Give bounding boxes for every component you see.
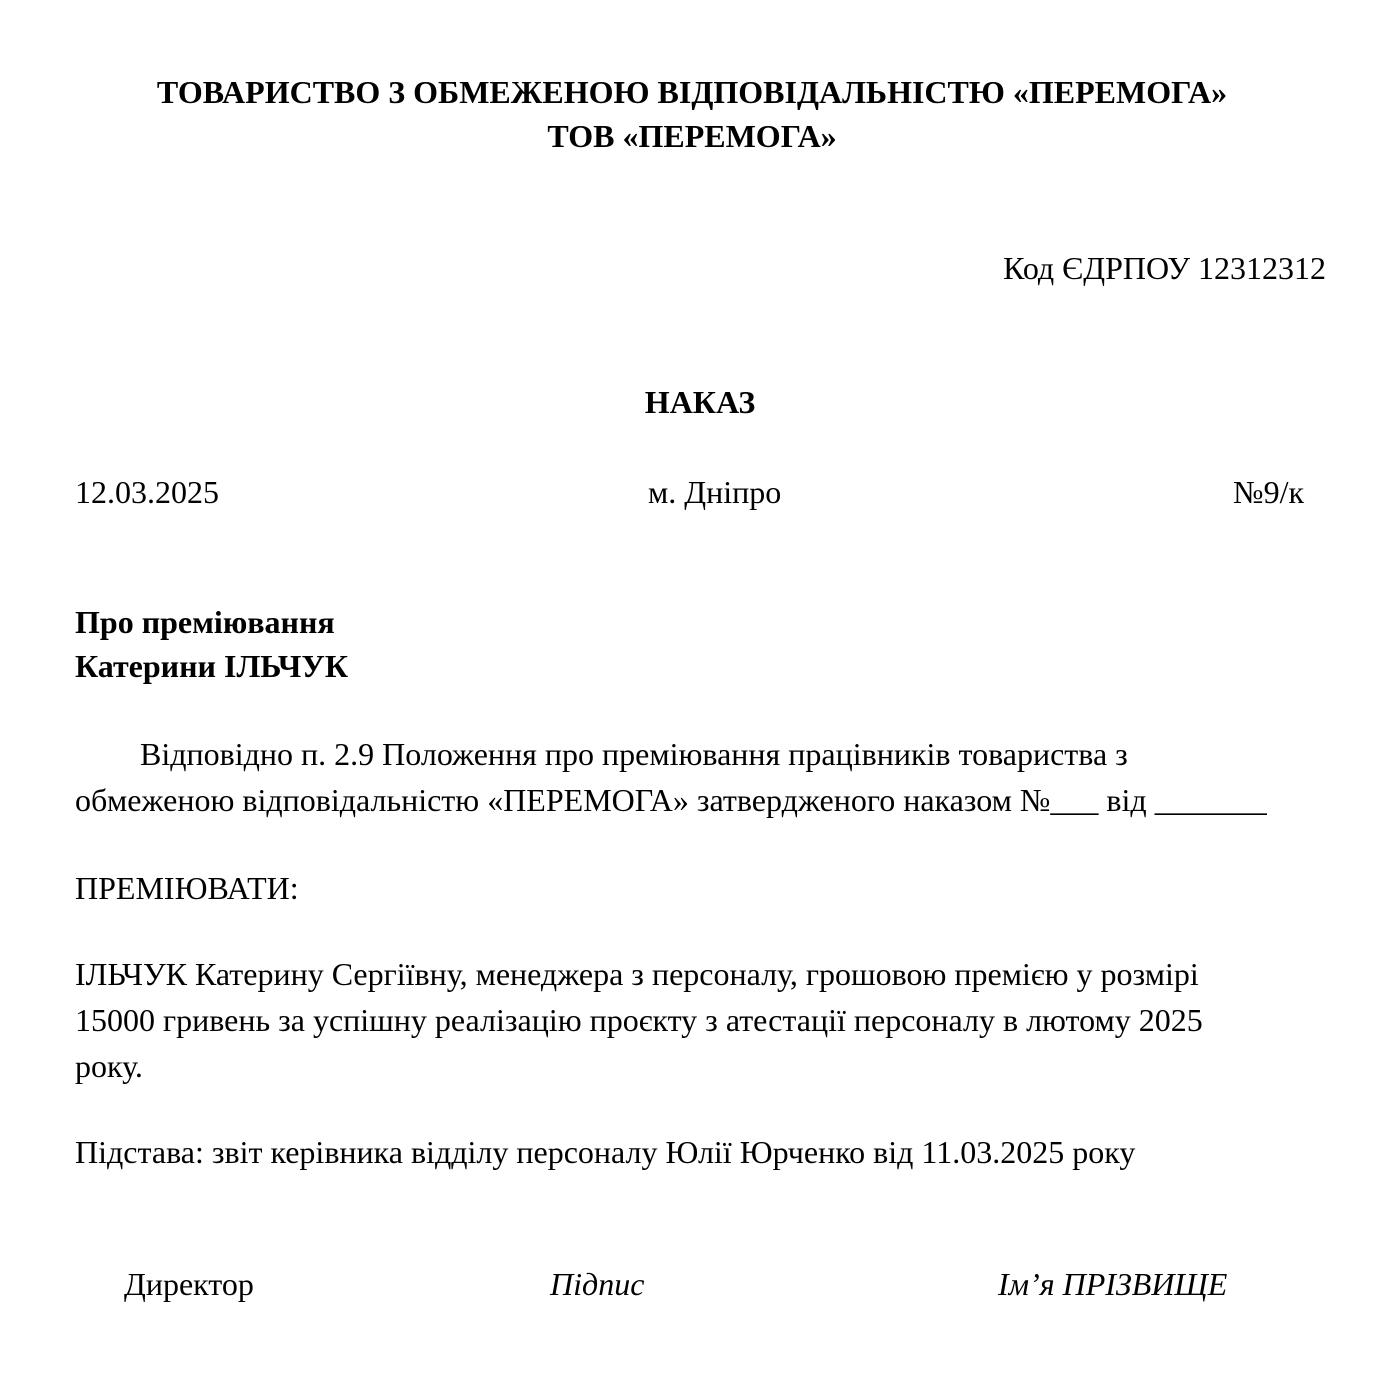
subject-line-2: Катерини ІЛЬЧУК [75, 648, 349, 684]
award-line-2: 15000 гривень за успішну реалізацію проєкту з атестації персоналу в лютому 2025 [75, 1002, 1203, 1038]
document-title: НАКАЗ [644, 384, 756, 420]
signature-placeholder: Підпис [550, 1266, 645, 1302]
signatory-position: Директор [124, 1266, 254, 1302]
order-city: м. Дніпро [648, 474, 782, 510]
decision-heading: ПРЕМІЮВАТИ: [75, 870, 299, 906]
award-line-1: ІЛЬЧУК Катерину Сергіївну, менеджера з персоналу, грошовою премією у розмірі [75, 956, 1199, 992]
organization-short-name: ТОВ «ПЕРЕМОГА» [547, 118, 837, 154]
organization-full-name: ТОВАРИСТВО З ОБМЕЖЕНОЮ ВІДПОВІДАЛЬНІСТЮ «ПЕРЕМОГА» [156, 74, 1228, 110]
edrpou-code: Код ЄДРПОУ 12312312 [1003, 250, 1326, 286]
basis-line-1: Відповідно п. 2.9 Положення про преміювання працівників товариства з [140, 736, 1128, 772]
basis-line-2: обмеженою відповідальністю «ПЕРЕМОГА» затвердженого наказом №___ від _______ [75, 782, 1267, 818]
order-date: 12.03.2025 [75, 474, 219, 510]
signatory-name: Ім’я ПРІЗВИЩЕ [998, 1266, 1228, 1302]
grounds-line: Підстава: звіт керівника відділу персоналу Юлії Юрченко від 11.03.2025 року [75, 1134, 1136, 1170]
order-number: №9/к [1233, 474, 1304, 510]
award-line-3: року. [75, 1048, 143, 1084]
subject-line-1: Про преміювання [75, 604, 335, 640]
